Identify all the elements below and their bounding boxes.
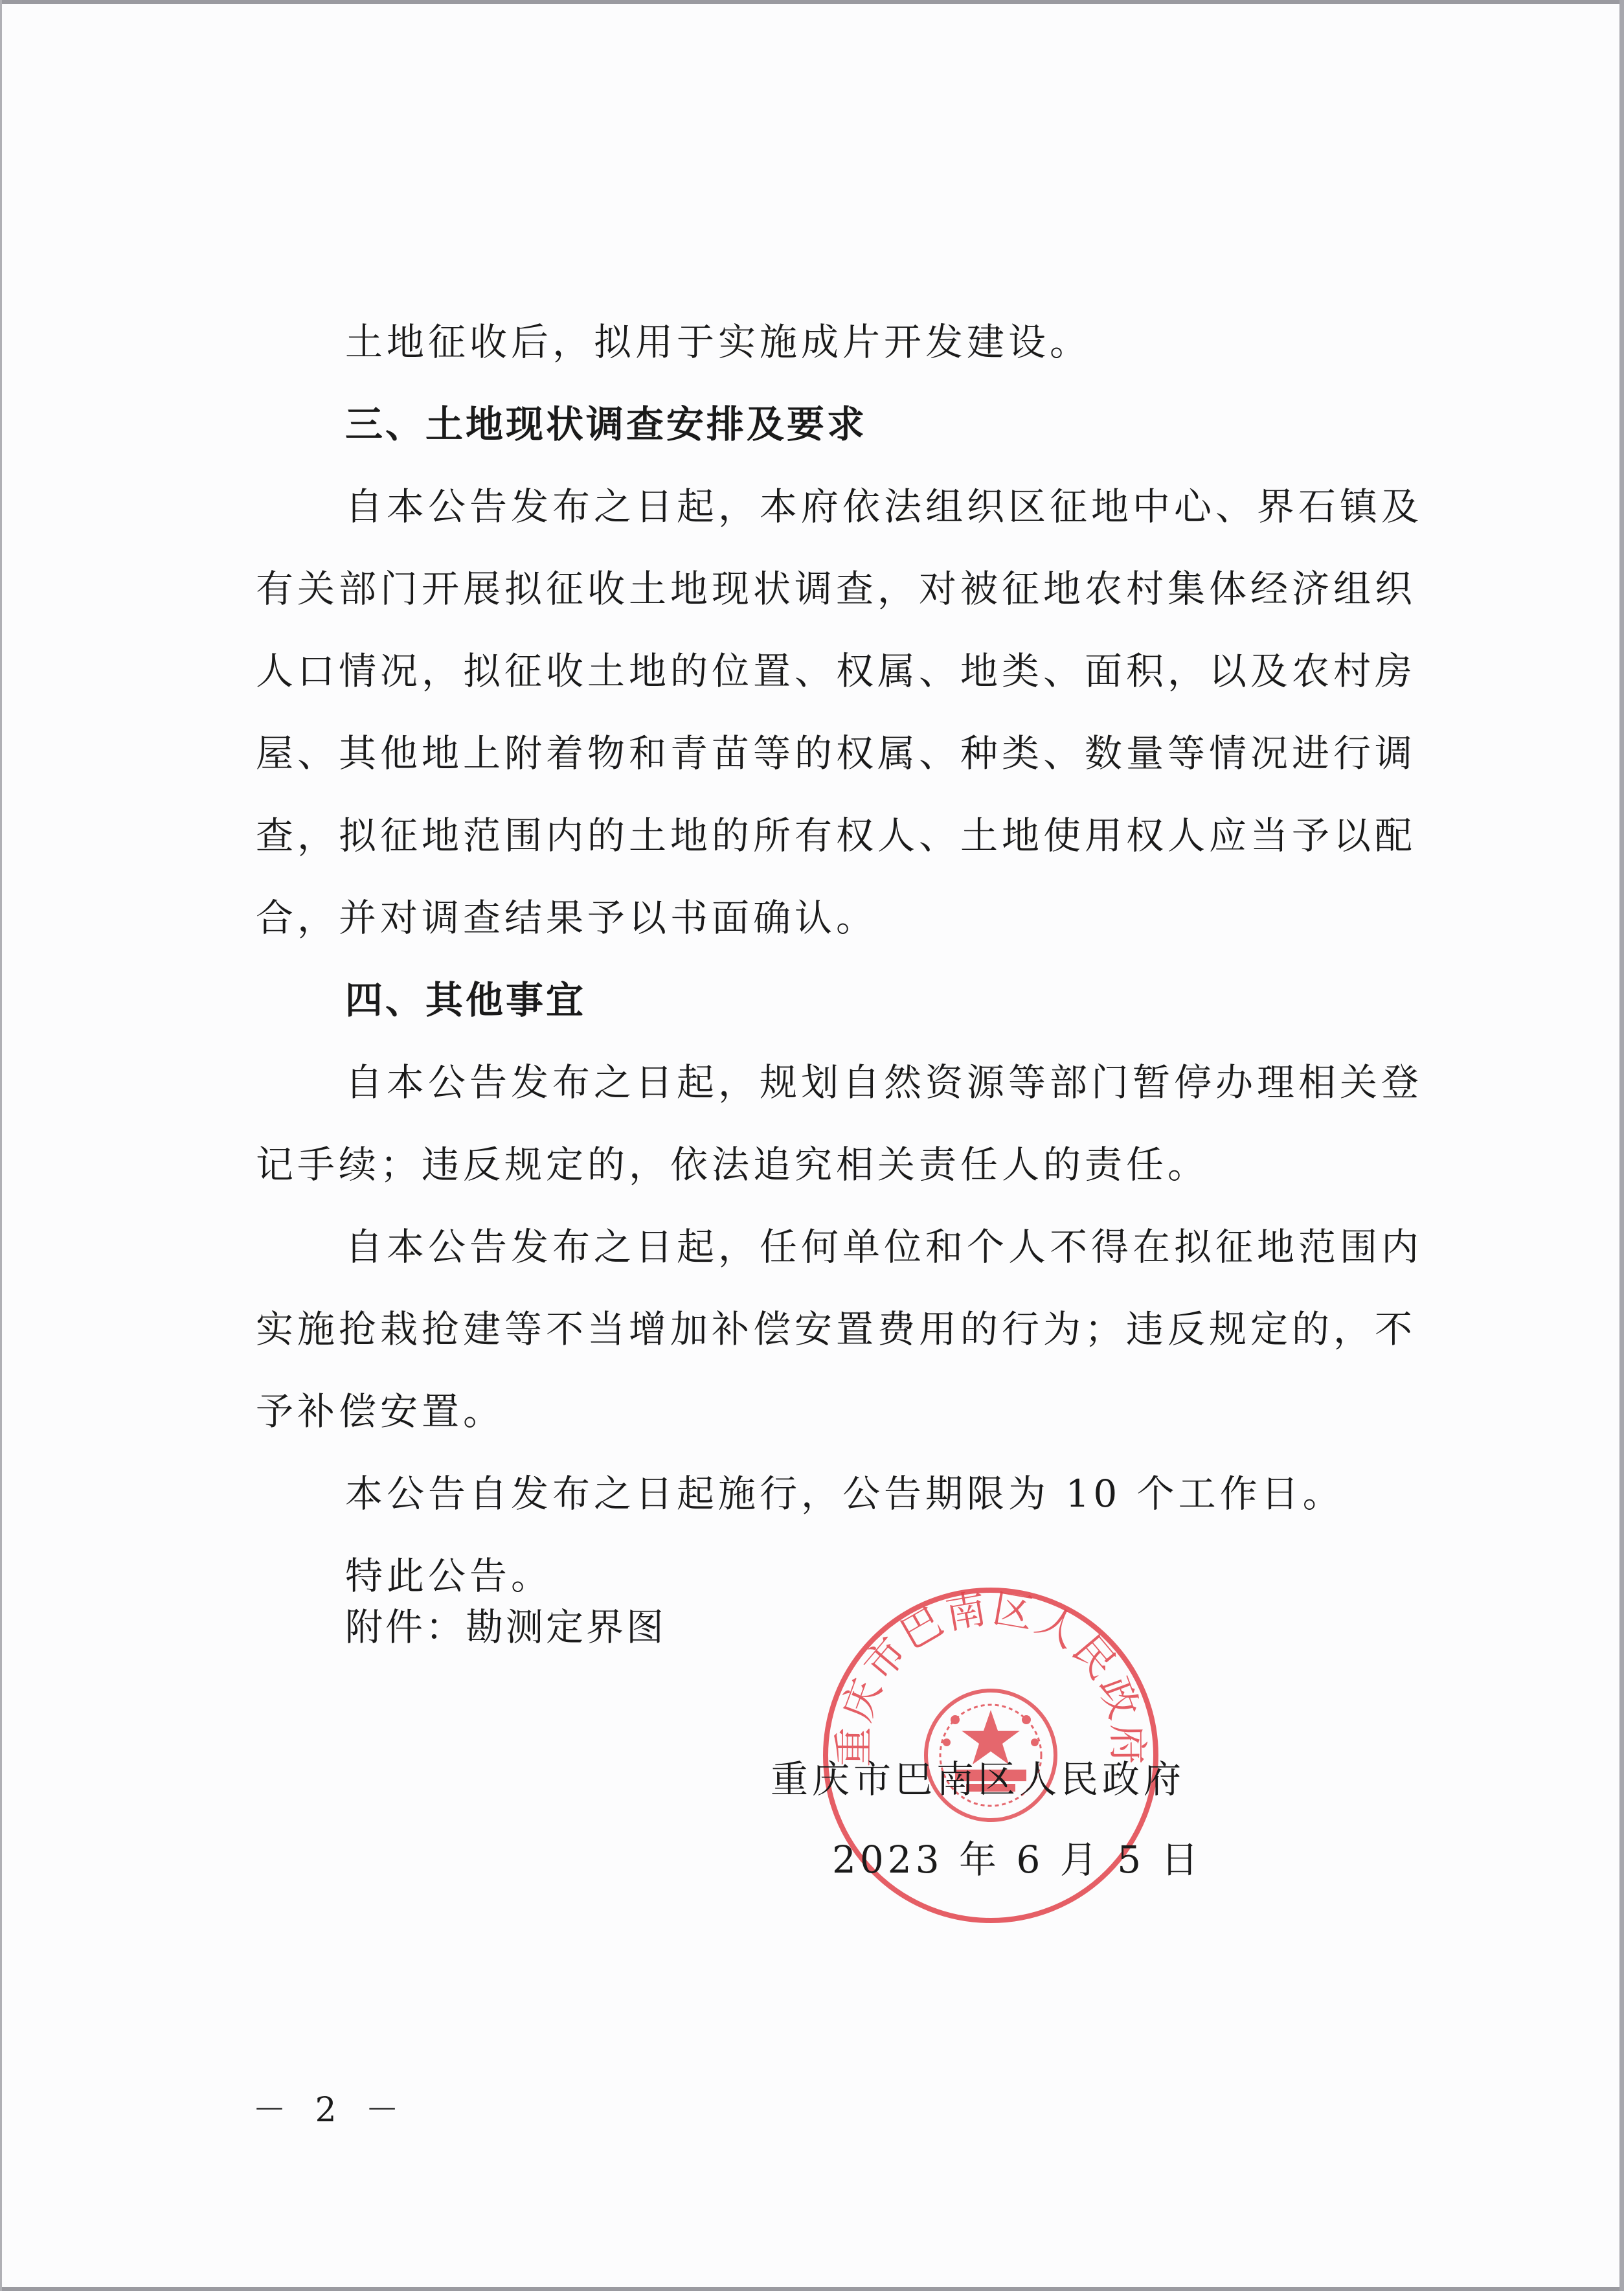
paragraph-line: 土地征收后，拟用于实施成片开发建设。 [345, 320, 1092, 364]
issuer-name: 重庆市巴南区人民政府 [771, 1757, 1186, 1801]
scan-border-bottom [0, 2287, 1624, 2291]
document-body [256, 301, 1447, 1617]
issue-date: 2023 年 6 月 5 日 [832, 1838, 1202, 1882]
paragraph-line: 自本公告发布之日起，本府依法组织区征地中心、界石镇及 [345, 484, 1423, 529]
paragraph-line: 有关部门开展拟征收土地现状调查，对被征地农村集体经济组织 [256, 567, 1417, 611]
scan-border-right [1619, 0, 1624, 2291]
section-heading-4: 四、其他事宜 [345, 978, 587, 1022]
paragraph-line: 实施抢栽抢建等不当增加补偿安置费用的行为；违反规定的，不 [256, 1307, 1417, 1351]
scan-border-top [0, 0, 1624, 4]
paragraph-line: 特此公告。 [345, 1554, 553, 1598]
page-number: － 2 － [253, 2091, 409, 2130]
paragraph-line: 屋、其他地上附着物和青苗等的权属、种类、数量等情况进行调 [256, 731, 1417, 775]
paragraph-line: 自本公告发布之日起，规划自然资源等部门暂停办理相关登 [345, 1060, 1423, 1104]
section-heading-3: 三、土地现状调查安排及要求 [345, 402, 868, 446]
paragraph-line: 合，并对调查结果予以书面确认。 [256, 896, 878, 940]
signature-block [771, 1749, 1202, 1884]
paragraph-line: 自本公告发布之日起，任何单位和个人不得在拟征地范围内 [345, 1225, 1423, 1269]
paragraph-line: 人口情况，拟征收土地的位置、权属、地类、面积，以及农村房 [256, 649, 1417, 693]
scan-border-left [0, 0, 2, 2291]
paragraph-line: 本公告自发布之日起施行，公告期限为 10 个工作日。 [345, 1472, 1344, 1516]
paragraph-line: 予补偿安置。 [256, 1389, 505, 1433]
paragraph-line: 记手续；违反规定的，依法追究相关责任人的责任。 [256, 1143, 1210, 1187]
seal-text: 重庆市巴南区人民政府 [829, 1584, 1152, 1768]
paragraph-line: 查，拟征地范围内的土地的所有权人、土地使用权人应当予以配 [256, 814, 1417, 858]
attachment-note: 附件：勘测定界图 [345, 1605, 667, 1649]
